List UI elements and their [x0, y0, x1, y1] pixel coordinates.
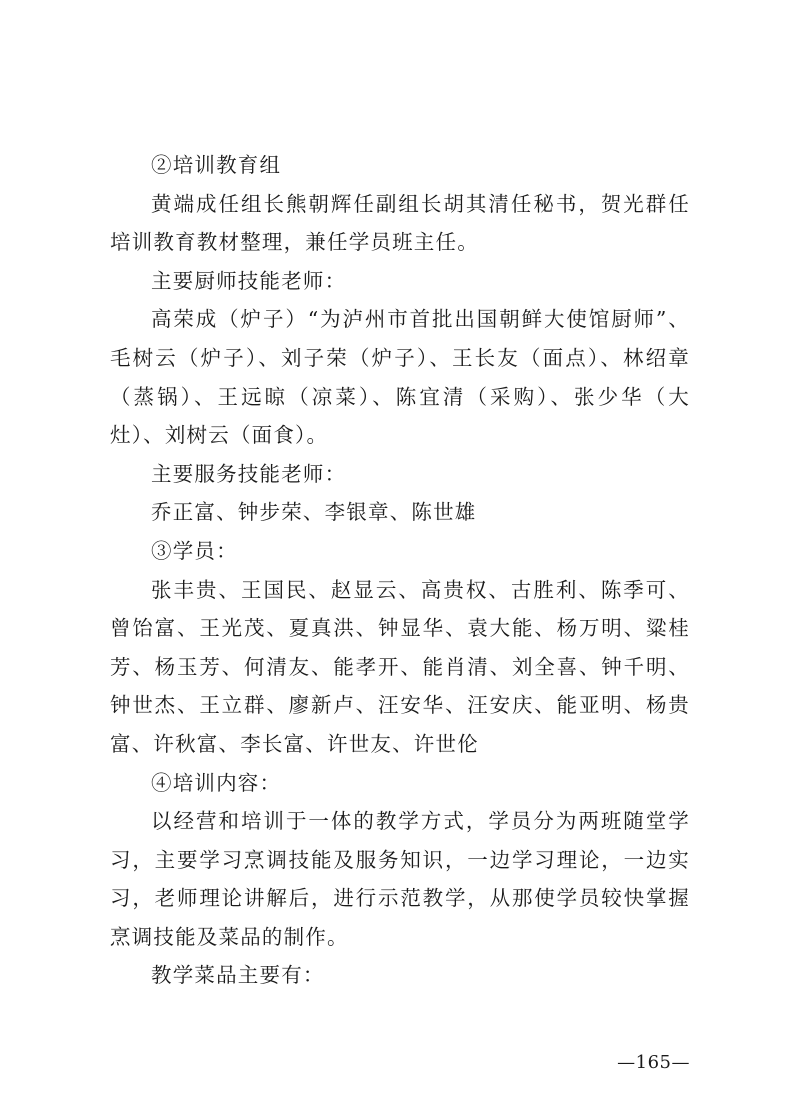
paragraph-student-list: 张丰贵、王国民、赵显云、高贵权、古胜利、陈季可、曾饴富、王光茂、夏真洪、钟显华、袁大能、杨万明、粱桂芳、杨玉芳、何清友、能孝开、能肖清、刘全喜、钟千明、钟世杰、王立群、廖新卢、汪安华、汪安庆、能亚明、杨贵富、许秋富、李长富、许世友、许世伦 — [110, 577, 690, 756]
section-heading-training-content: ④培训内容： — [151, 770, 282, 795]
paragraph-training-content: 以经营和培训于一体的教学方式，学员分为两班随堂学习，主要学习烹调技能及服务知识，一边学习理论，一边实习，老师理论讲解后，进行示范教学，从那使学员较快掌握烹调技能及菜品的制作。 — [110, 809, 690, 949]
subheading-service-teachers: 主要服务技能老师： — [151, 461, 347, 486]
subheading-chef-teachers: 主要厨师技能老师： — [151, 268, 347, 293]
section-heading-students: ③学员： — [151, 538, 238, 563]
page-number: —165— — [617, 1052, 690, 1073]
section-heading-training-group: ②培训教育组 — [151, 153, 282, 177]
document-body — [110, 146, 690, 995]
paragraph-group-members: 黄端成任组长熊朝辉任副组长胡其清任秘书，贺光群任培训教育教材整理，兼任学员班主任。 — [110, 191, 690, 255]
paragraph-service-teachers: 乔正富、钟步荣、李银章、陈世雄 — [151, 500, 477, 525]
subheading-teaching-dishes: 教学菜品主要有： — [151, 963, 325, 988]
paragraph-chef-teachers: 高荣成（炉子）“为泸州市首批出国朝鲜大使馆厨师”、毛树云（炉子）、刘子荣（炉子）、王长友（面点）、林绍章（蒸锅）、王远晾（凉菜）、陈宜清（采购）、张少华（大灶）、刘树云（面食）。 — [110, 307, 690, 448]
